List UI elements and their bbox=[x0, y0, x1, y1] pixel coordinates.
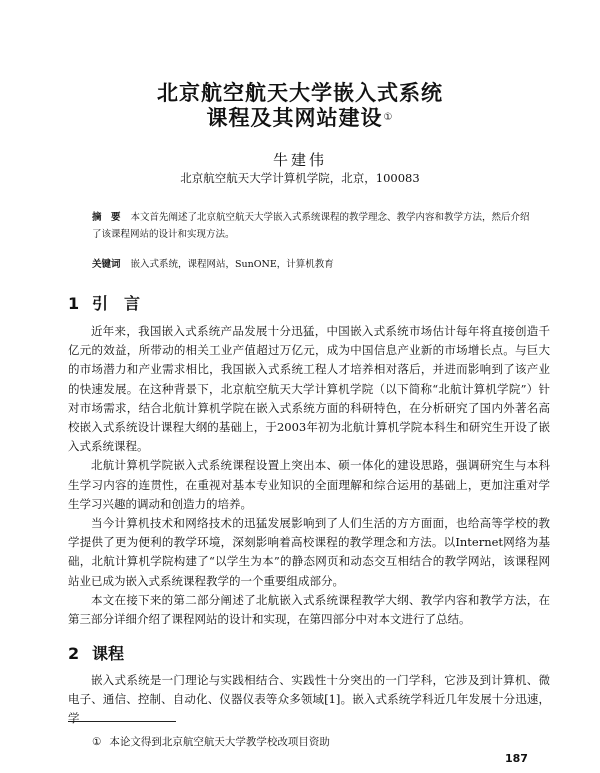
section-1-title: 引 言 bbox=[92, 294, 141, 313]
section-2-title: 课程 bbox=[92, 644, 125, 663]
title-line-1: 北京航空航天大学嵌入式系统 bbox=[157, 81, 443, 105]
paragraph: 当今计算机技术和网络技术的迅猛发展影响到了人们生活的方方面面，也给高等学校的教学提供了更为便利的教学环境，深刻影响着高校课程的教学理念和方法。以Internet网络为基础，北航计算机学院构建了“以学生为本”的静态网页和动态交互相结合的教学网站，该课程网站业已成为嵌入式系统课程教学的一个重要组成部分。 bbox=[68, 516, 550, 588]
footnote-mark: ① bbox=[92, 736, 102, 748]
section-1-number: 1 bbox=[68, 294, 80, 313]
paragraph: 北航计算机学院嵌入式系统课程设置上突出本、硕一体化的建设思路，强调研究生与本科生学习内容的连贯性，在重视对基本专业知识的全面理解和综合运用的基础上，更加注重对学生学习兴趣的调动和创造力的培养。 bbox=[68, 458, 550, 511]
title-footnote-mark[interactable]: ① bbox=[383, 112, 394, 123]
paragraph: 近年来，我国嵌入式系统产品发展十分迅猛，中国嵌入式系统市场估计每年将直接创造千亿元的效益，所带动的相关工业产值超过万亿元，成为中国信息产业新的市场增长点。与巨大的市场潜力和产业需求相比，我国嵌入式系统工程人才培养相对落后，并进而影响到了该产业的快速发展。在这种背景下，北京航空航天大学计算机学院（以下简称“北航计算机学院”）针对市场需求，结合北航计算机学院在嵌入式系统方面的科研特色，在分析研究了国内外著名高校嵌入式系统设计课程大纲的基础上，于2003年初为北航计算机学院本科生和研究生开设了嵌入式系统课程。 bbox=[68, 324, 550, 454]
abstract-label: 摘 要 bbox=[92, 212, 121, 223]
footnote bbox=[92, 734, 330, 749]
paragraph: 嵌入式系统是一门理论与实践相结合、实践性十分突出的一门学科，它涉及到计算机、微电子、通信、控制、自动化、仪器仪表等众多领域[1]。嵌入式系统学科近几年发展十分迅速，学 bbox=[68, 673, 550, 726]
title-line-2-text: 课程及其网站建设 bbox=[206, 106, 383, 130]
keywords-text: 嵌入式系统，课程网站，SunONE，计算机教育 bbox=[130, 259, 334, 270]
section-2-number: 2 bbox=[68, 644, 80, 663]
footnote-divider bbox=[68, 721, 176, 722]
title-line-2 bbox=[0, 105, 600, 131]
affiliation: 北京航空航天大学计算机学院，北京，100083 bbox=[180, 171, 420, 185]
keywords-label: 关键词 bbox=[92, 259, 121, 270]
section-1-body bbox=[68, 322, 550, 629]
abstract bbox=[92, 209, 532, 243]
section-heading-2 bbox=[68, 641, 124, 664]
section-heading-1 bbox=[68, 291, 140, 314]
author-name: 牛建伟 bbox=[272, 151, 327, 169]
section-2-body bbox=[68, 671, 550, 729]
footnote-text: 本论文得到北京航空航天大学教学校改项目资助 bbox=[109, 736, 330, 748]
paragraph: 本文在接下来的第二部分阐述了北航嵌入式系统课程教学大纲、教学内容和教学方法，在第三部分详细介绍了课程网站的设计和实现，在第四部分中对本文进行了总结。 bbox=[68, 592, 550, 627]
page-number: 187 bbox=[505, 752, 528, 765]
abstract-text: 本文首先阐述了北京航空航天大学嵌入式系统课程的教学理念、教学内容和教学方法，然后介绍了该课程网站的设计和实现方法。 bbox=[92, 212, 530, 240]
keywords bbox=[92, 256, 532, 273]
